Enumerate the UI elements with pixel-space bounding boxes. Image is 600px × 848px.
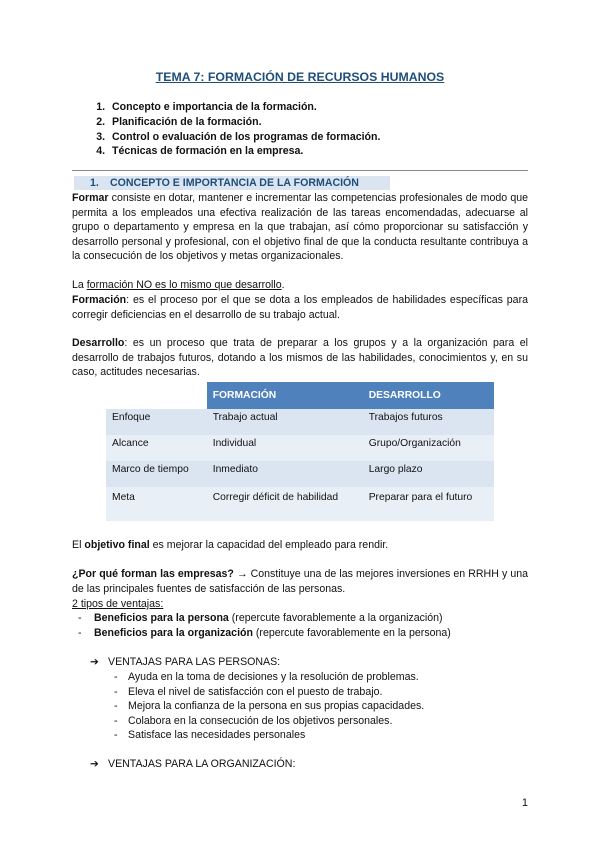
term-objetivo: objetivo final bbox=[84, 539, 150, 551]
list-item: - Mejora la confianza de la persona en sus propias capacidades. bbox=[108, 699, 424, 714]
underlined-statement: formación NO es lo mismo que desarrollo bbox=[86, 279, 282, 291]
personas-heading bbox=[90, 655, 280, 669]
list-item-text: (repercute favorablemente en la persona) bbox=[252, 626, 451, 639]
section-heading bbox=[74, 176, 390, 190]
personas-title: VENTAJAS PARA LAS PERSONAS: bbox=[108, 656, 281, 668]
ventajas-list bbox=[72, 611, 451, 640]
list-item bbox=[72, 611, 451, 626]
personas-list bbox=[108, 670, 424, 743]
table-row bbox=[106, 435, 494, 461]
toc-item: 4. Técnicas de formación en la empresa. bbox=[108, 144, 380, 159]
table-cell: Individual bbox=[207, 435, 363, 461]
toc-item: 1. Concepto e importancia de la formación. bbox=[108, 100, 380, 115]
list-item-bold: Beneficios para la persona bbox=[94, 612, 229, 624]
table-cell: Meta bbox=[106, 487, 207, 521]
paragraph-text: : es el proceso por el que se dota a los empleados de habilidades específicas para corregir deficiencias en el desarrollo de su trabajo actual. bbox=[72, 294, 528, 321]
page-number: 1 bbox=[521, 797, 528, 809]
arrow-icon: ➔ bbox=[90, 758, 99, 770]
paragraph-text: consiste en dotar, mantener e incrementar las competencias profesionales de modo que permita a los empleados una efectiva realización de las tareas encomendadas, adecuarse al grupo o departamento y empresa en la que trabajan, así cómo proporcionar su satisfacción y desarrollo personal y profesional, con el objetivo final de que la conducta resultante contribuya a la consecución de los objetivos y metas organizacionales. bbox=[72, 192, 528, 263]
table-cell: Enfoque bbox=[106, 409, 207, 435]
term-desarrollo: Desarrollo bbox=[72, 337, 125, 349]
section-title: CONCEPTO E IMPORTANCIA DE LA FORMACIÓN bbox=[110, 177, 359, 189]
paragraph-text: : es un proceso que trata de preparar a los grupos y a la organización para el desarrollo de trabajos futuros, dotando a los mismos de las habilidades, conocimientos y, en su caso, actitudes necesarias. bbox=[72, 337, 528, 379]
list-item-text: (repercute favorablemente a la organización) bbox=[228, 612, 443, 624]
paragraph-nota bbox=[72, 278, 528, 293]
paragraph-porque bbox=[72, 567, 528, 596]
horizontal-divider bbox=[72, 170, 528, 171]
table-header-cell: DESARROLLO bbox=[363, 382, 494, 409]
list-item: - Eleva el nivel de satisfacción con el puesto de trabajo. bbox=[108, 685, 424, 700]
paragraph-formacion bbox=[72, 293, 528, 322]
table-of-contents bbox=[72, 100, 380, 159]
term-formacion: Formación bbox=[72, 294, 127, 306]
list-item-bold: Beneficios para la organización bbox=[94, 626, 253, 639]
paragraph-desarrollo bbox=[72, 336, 528, 380]
table-cell: Corregir déficit de habilidad bbox=[207, 487, 363, 521]
table-row bbox=[106, 461, 494, 487]
table-header-cell: FORMACIÓN bbox=[207, 382, 363, 409]
table-cell: Inmediato bbox=[207, 461, 363, 487]
paragraph-formar bbox=[72, 191, 528, 264]
list-item: - Ayuda en la toma de decisiones y la resolución de problemas. bbox=[108, 670, 424, 685]
section-number: 1. bbox=[90, 177, 99, 189]
list-item: - Satisface las necesidades personales bbox=[108, 728, 424, 743]
text-fragment: El bbox=[72, 539, 85, 551]
toc-item: 3. Control o evaluación de los programas de formación. bbox=[108, 130, 380, 145]
page-title: TEMA 7: FORMACIÓN DE RECURSOS HUMANOS bbox=[155, 70, 445, 84]
toc-item: 2. Planificación de la formación. bbox=[108, 115, 380, 130]
text-fragment: . bbox=[281, 279, 285, 291]
table-cell: Alcance bbox=[106, 435, 207, 461]
list-item: - Colabora en la consecución de los objetivos personales. bbox=[108, 714, 424, 729]
table-row bbox=[106, 487, 494, 521]
table-cell: Grupo/Organización bbox=[363, 435, 494, 461]
table-cell: Trabajo actual bbox=[207, 409, 363, 435]
list-item bbox=[72, 626, 451, 641]
table-row bbox=[106, 409, 494, 435]
table-header-cell bbox=[106, 382, 207, 409]
table-header-row bbox=[106, 382, 494, 409]
comparison-table bbox=[106, 382, 494, 521]
paragraph-text: → Constituye una de las mejores inversiones en RRHH y una de las principales fuentes de satisfacción de las personas. bbox=[72, 568, 528, 595]
paragraph-objetivo bbox=[72, 538, 528, 553]
organizacion-heading bbox=[90, 757, 295, 771]
table-cell: Largo plazo bbox=[363, 461, 494, 487]
arrow-icon: ➔ bbox=[90, 656, 99, 668]
question-heading: ¿Por qué forman las empresas? bbox=[72, 568, 234, 580]
table-cell: Marco de tiempo bbox=[106, 461, 207, 487]
text-fragment: es mejorar la capacidad del empleado para rendir. bbox=[149, 539, 389, 551]
text-fragment: La bbox=[72, 279, 87, 291]
ventajas-title bbox=[72, 597, 528, 612]
table-cell: Trabajos futuros bbox=[363, 409, 494, 435]
organizacion-title: VENTAJAS PARA LA ORGANIZACIÓN: bbox=[108, 758, 296, 770]
table-cell: Preparar para el futuro bbox=[363, 487, 494, 521]
term-formar: Formar bbox=[72, 192, 109, 204]
ventajas-title-text: 2 tipos de ventajas: bbox=[72, 598, 164, 610]
